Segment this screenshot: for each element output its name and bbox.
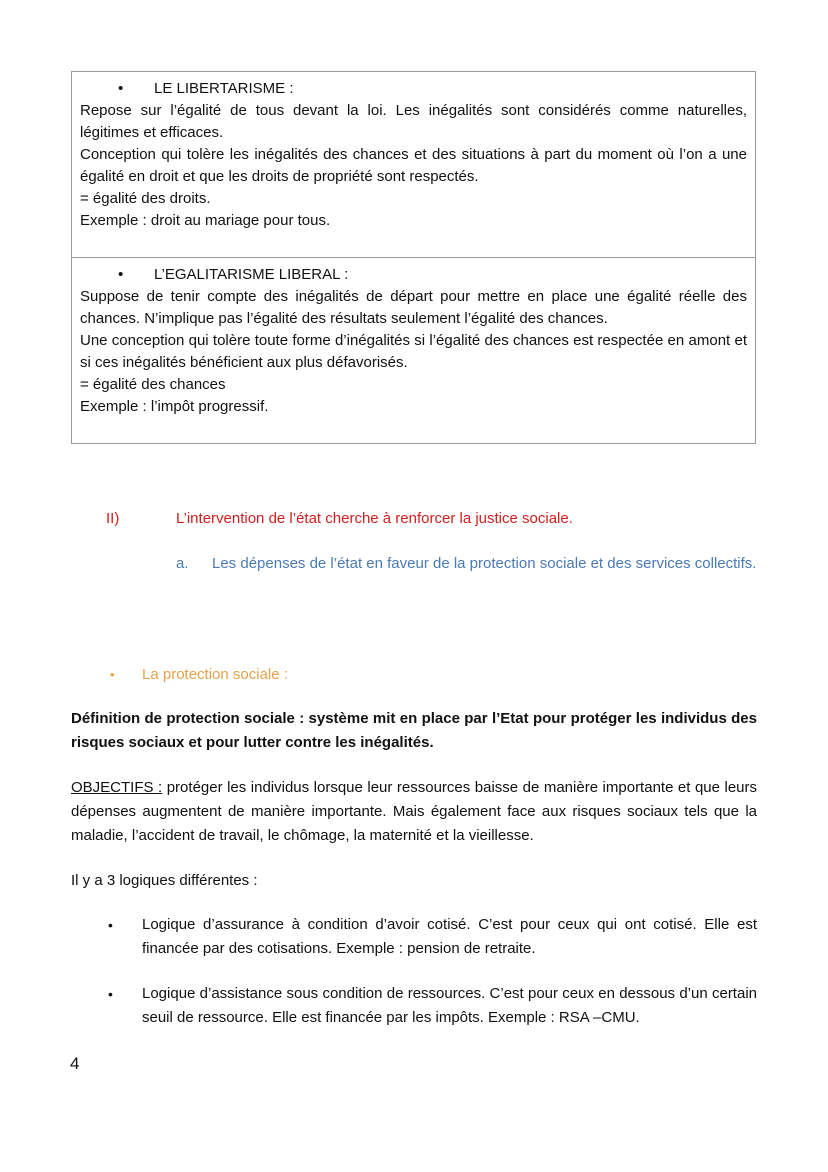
subsection-letter: a. — [176, 555, 189, 572]
section-number: II) — [106, 510, 120, 527]
bullet-icon: • — [118, 266, 124, 283]
section-title: L’intervention de l’état cherche à renforcer la justice sociale. — [176, 510, 573, 527]
page-number: 4 — [70, 1054, 80, 1073]
libertarisme-box — [71, 71, 756, 258]
libertarisme-heading — [80, 78, 747, 100]
egalitarisme-line: Suppose de tenir compte des inégalités de départ pour mettre en place une égalité réelle des chances. N’implique pas l’égalité des résultats seulement l’égalité des chances. — [80, 288, 747, 327]
logiques-intro: Il y a 3 logiques différentes : — [71, 872, 258, 889]
egalitarisme-heading-text: L’EGALITARISME LIBERAL : — [154, 266, 349, 283]
egalitarisme-line: Une conception qui tolère toute forme d’inégalités si l’égalité des chances est respectée en amont et si ces inégalités bénéficient aux plus défavorisés. — [80, 332, 747, 371]
egalitarisme-box — [71, 257, 756, 444]
objectifs-text: protéger les individus lorsque leur ressources baisse de manière importante et que leurs dépenses augmentent de manière importante. Mais également face aux risques sociaux tels que la maladie, l’accident de travail, le chômage, la maternité et la vieillesse. — [71, 779, 758, 844]
egalitarisme-line: = égalité des chances — [80, 376, 226, 393]
logique-item: Logique d’assistance sous condition de ressources. C’est pour ceux en dessous d’un certain seuil de ressource. Elle est financée par les impôts. Exemple : RSA –CMU. — [142, 985, 757, 1026]
topic-bullet-icon: • — [110, 667, 115, 682]
topic-title: La protection sociale : — [142, 666, 288, 683]
libertarisme-line: Exemple : droit au mariage pour tous. — [80, 212, 331, 229]
egalitarisme-line: Exemple : l’impôt progressif. — [80, 398, 269, 415]
libertarisme-line: Conception qui tolère les inégalités des chances et des situations à part du moment où l’on a une égalité en droit et que les droits de propriété sont respectés. — [80, 146, 747, 185]
libertarisme-line: Repose sur l’égalité de tous devant la loi. Les inégalités sont considérés comme naturelles, légitimes et efficaces. — [80, 102, 747, 141]
libertarisme-line: = égalité des droits. — [80, 190, 211, 207]
egalitarisme-heading — [80, 264, 747, 286]
bullet-icon: • — [118, 80, 124, 97]
subsection-title: Les dépenses de l’état en faveur de la protection sociale et des services collectifs. — [212, 555, 757, 572]
definition-paragraph: Définition de protection sociale : système mit en place par l’Etat pour protéger les individus des risques sociaux et pour lutter contre les inégalités. — [71, 710, 757, 751]
bullet-icon: • — [108, 917, 113, 933]
objectifs-label: OBJECTIFS : — [71, 779, 163, 796]
logique-item: Logique d’assurance à condition d’avoir cotisé. C’est pour ceux qui ont cotisé. Elle est financée par des cotisations. Exemple : pension de retraite. — [142, 916, 757, 957]
objectifs-paragraph — [71, 776, 757, 848]
libertarisme-heading-text: LE LIBERTARISME : — [154, 80, 294, 97]
bullet-icon: • — [108, 986, 113, 1002]
